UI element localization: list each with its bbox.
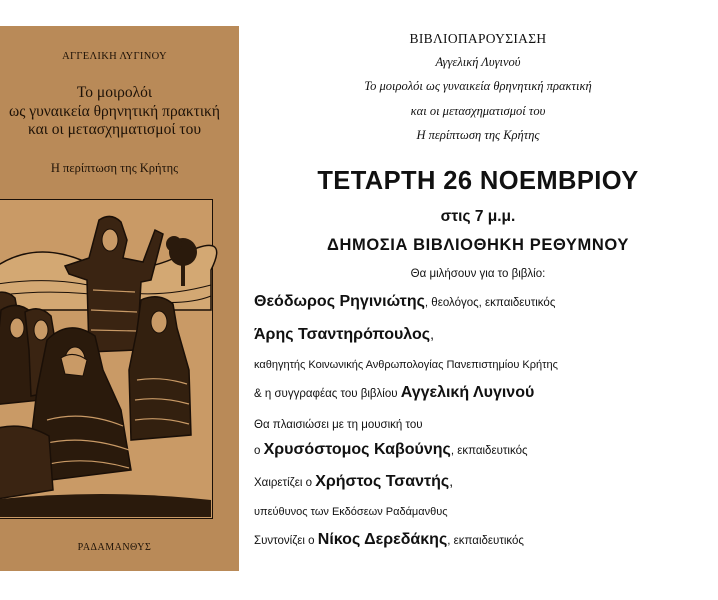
greeting-line: Χαιρετίζει ο Χρήστος Τσαντής, (254, 473, 454, 490)
book-cover (0, 26, 239, 571)
invitation-text (238, 0, 718, 600)
musician-line: ο Χρυσόστομος Καβούνης, εκπαιδευτικός (254, 441, 528, 458)
book-title-line: Η περίπτωση της Κρήτης (416, 128, 540, 142)
greeter-name: Χρήστος Τσαντής (315, 473, 450, 490)
book-author: Αγγελική Λυγινού (435, 55, 521, 69)
musician-role: , εκπαιδευτικός (450, 445, 528, 457)
event-time: στις 7 μ.μ. (440, 208, 516, 225)
cover-subtitle: Η περίπτωση της Κρήτης (50, 161, 179, 175)
author-line: & η συγγραφέας του βιβλίου Αγγελική Λυγινού (254, 384, 535, 401)
speaker-2: Άρης Τσαντηρόπουλος, (254, 326, 434, 343)
cover-author: ΑΓΓΕΛΙΚΗ ΛΥΓΙΝΟΥ (62, 51, 167, 62)
musician-name: Χρυσόστομος Καβούνης (263, 441, 451, 458)
moderator-role: , εκπαιδευτικός (447, 535, 524, 547)
moderator-line: Συντονίζει ο Νίκος Δερεδάκης, εκπαιδευτικός (254, 531, 524, 548)
event-venue: ΔΗΜΟΣΙΑ ΒΙΒΛΙΟΘΗΚΗ ΡΕΘΥΜΝΟΥ (327, 236, 629, 254)
cover-publisher: ΡΑΔΑΜΑΝΘΥΣ (77, 542, 152, 553)
cover-title-line: ως γυναικεία θρηνητική πρακτική (9, 102, 220, 120)
author-name: Αγγελική Λυγινού (400, 384, 535, 401)
book-title-line: και οι μετασχηματισμοί του (410, 104, 546, 118)
speaker-1-name: Θεόδωρος Ρηγινιώτης (254, 293, 425, 310)
greeter-role: υπεύθυνος των Εκδόσεων Ραδάμανθυς (254, 506, 448, 518)
book-title-line: Το μοιρολόι ως γυναικεία θρηνητική πρακτική (364, 79, 592, 93)
speaker-2-name: Άρης Τσαντηρόπουλος (254, 326, 431, 343)
mourning-women-woodcut-icon (0, 199, 213, 519)
moderator-name: Νίκος Δερεδάκης (317, 531, 448, 548)
event-heading: ΒΙΒΛΙΟΠΑΡΟΥΣΙΑΣΗ (409, 31, 547, 46)
cover-title (0, 84, 239, 140)
speaker-2-role: καθηγητής Κοινωνικής Ανθρωπολογίας Πανεπιστημίου Κρήτης (254, 359, 558, 371)
music-intro: Θα πλαισιώσει με τη μουσική του (254, 419, 423, 431)
cover-title-line: Το μοιρολόι (76, 84, 153, 101)
cover-title-line: και οι μετασχηματισμοί του (27, 121, 202, 138)
speaker-1 (254, 293, 555, 311)
event-date: ΤΕΤΑΡΤΗ 26 ΝΟΕΜΒΡΙΟΥ (317, 167, 639, 195)
speakers-intro: Θα μιλήσουν για το βιβλίο: (410, 268, 546, 280)
speaker-1-role: , θεολόγος, εκπαιδευτικός (424, 297, 556, 309)
